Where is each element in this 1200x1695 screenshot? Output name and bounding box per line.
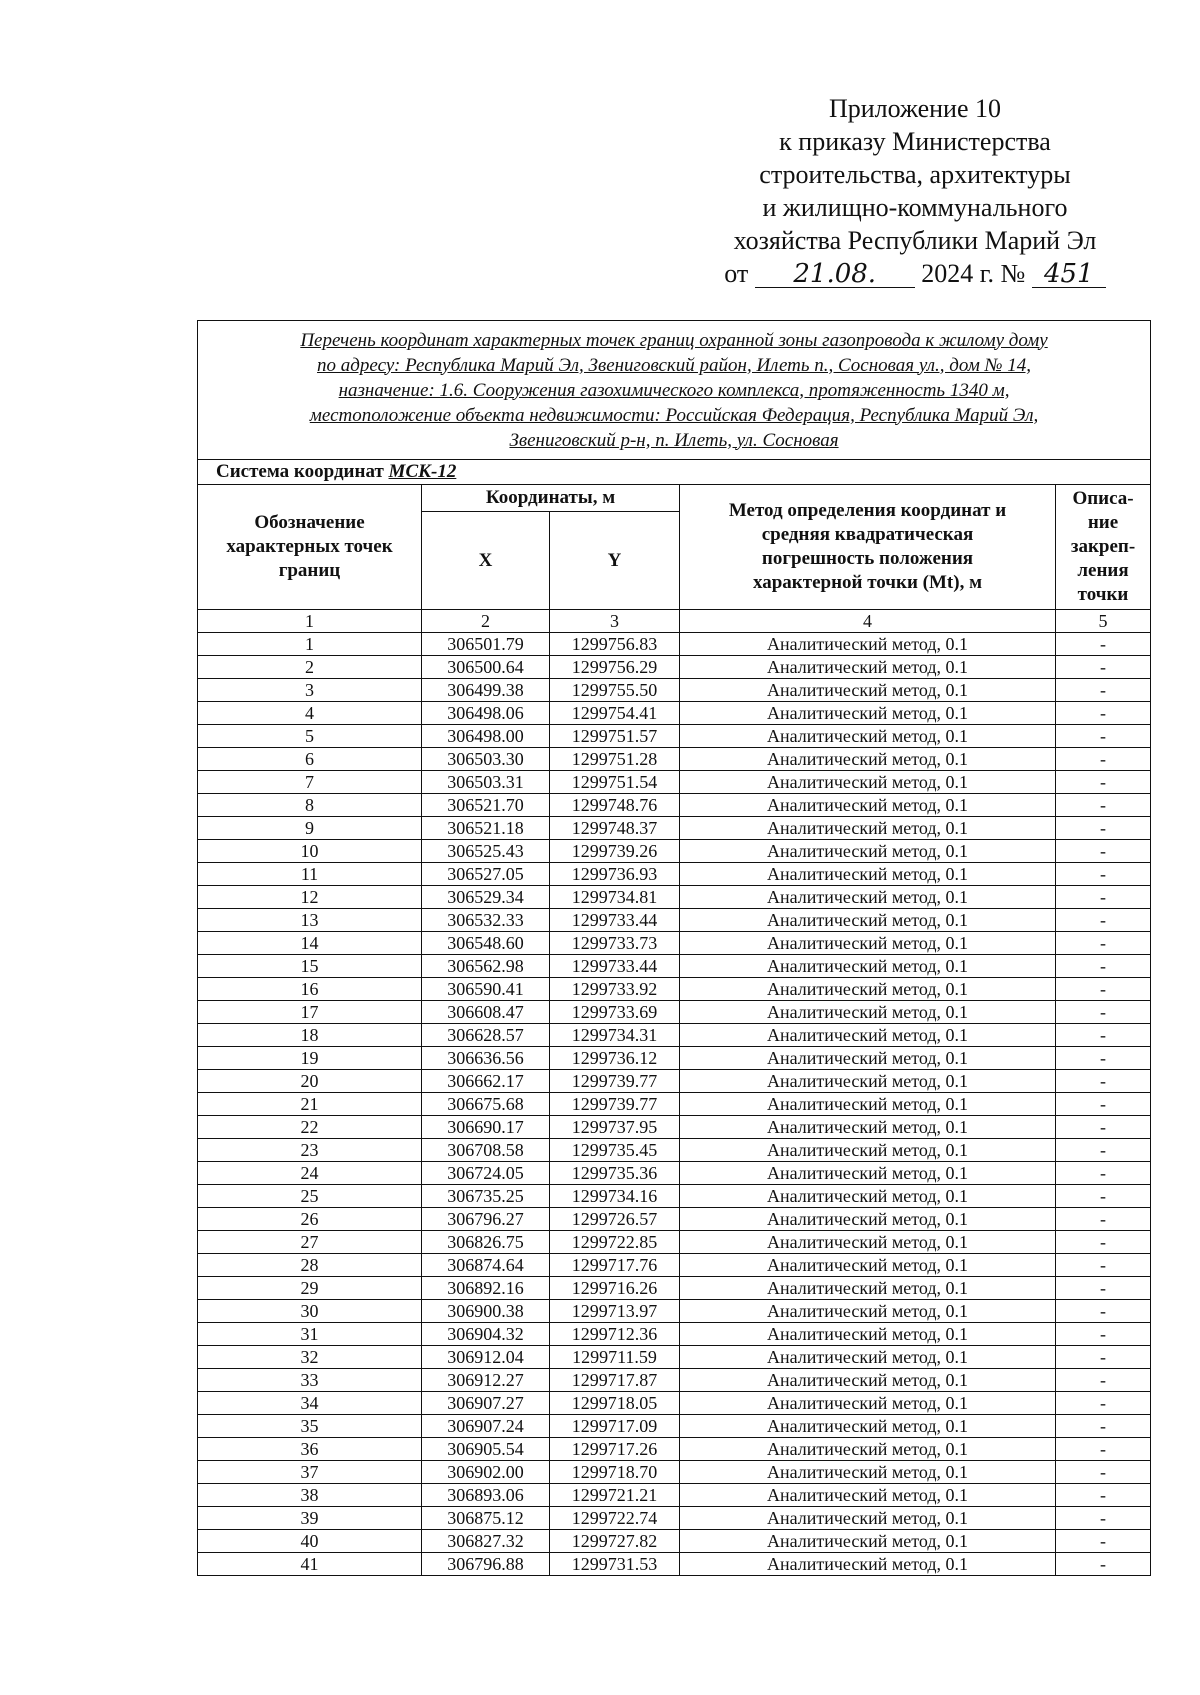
y-coordinate-cell: 1299717.26 bbox=[550, 1438, 680, 1461]
appendix-line: Приложение 10 bbox=[828, 94, 1002, 123]
point-id-cell: 21 bbox=[198, 1093, 422, 1116]
y-coordinate-cell: 1299735.36 bbox=[550, 1162, 680, 1185]
point-id-cell: 35 bbox=[198, 1415, 422, 1438]
description-cell: - bbox=[1056, 771, 1151, 794]
x-coordinate-cell: 306503.30 bbox=[422, 748, 550, 771]
method-cell: Аналитический метод, 0.1 bbox=[680, 794, 1056, 817]
point-id-cell: 9 bbox=[198, 817, 422, 840]
title-line: назначение: 1.6. Сооружения газохимического комплекса, протяженность 1340 м, bbox=[338, 379, 1010, 401]
x-coordinate-cell: 306690.17 bbox=[422, 1116, 550, 1139]
header-coordinates: Координаты, м bbox=[422, 485, 680, 512]
description-cell: - bbox=[1056, 679, 1151, 702]
method-cell: Аналитический метод, 0.1 bbox=[680, 1507, 1056, 1530]
table-row bbox=[198, 748, 1151, 771]
x-coordinate-cell: 306724.05 bbox=[422, 1162, 550, 1185]
table-row bbox=[198, 679, 1151, 702]
point-id-cell: 14 bbox=[198, 932, 422, 955]
x-coordinate-cell: 306905.54 bbox=[422, 1438, 550, 1461]
y-coordinate-cell: 1299717.76 bbox=[550, 1254, 680, 1277]
point-id-cell: 34 bbox=[198, 1392, 422, 1415]
method-cell: Аналитический метод, 0.1 bbox=[680, 817, 1056, 840]
x-coordinate-cell: 306735.25 bbox=[422, 1185, 550, 1208]
y-coordinate-cell: 1299727.82 bbox=[550, 1530, 680, 1553]
header-line: Метод определения координат и bbox=[728, 500, 1007, 521]
x-coordinate-cell: 306893.06 bbox=[422, 1484, 550, 1507]
table-row bbox=[198, 1139, 1151, 1162]
x-coordinate-cell: 306796.27 bbox=[422, 1208, 550, 1231]
method-cell: Аналитический метод, 0.1 bbox=[680, 679, 1056, 702]
x-coordinate-cell: 306590.41 bbox=[422, 978, 550, 1001]
method-cell: Аналитический метод, 0.1 bbox=[680, 840, 1056, 863]
description-cell: - bbox=[1056, 748, 1151, 771]
title-line: Перечень координат характерных точек границ охранной зоны газопровода к жилому дому bbox=[300, 329, 1048, 351]
table-row bbox=[198, 978, 1151, 1001]
description-cell: - bbox=[1056, 1139, 1151, 1162]
x-coordinate-cell: 306904.32 bbox=[422, 1323, 550, 1346]
header-x: X bbox=[422, 512, 550, 610]
table-row bbox=[198, 1208, 1151, 1231]
header-line: Обозначение bbox=[254, 512, 365, 533]
y-coordinate-cell: 1299722.85 bbox=[550, 1231, 680, 1254]
table-row bbox=[198, 909, 1151, 932]
point-id-cell: 6 bbox=[198, 748, 422, 771]
description-cell: - bbox=[1056, 656, 1151, 679]
header-line: характерной точки (Mt), м bbox=[752, 572, 983, 593]
point-id-cell: 8 bbox=[198, 794, 422, 817]
table-row bbox=[198, 1369, 1151, 1392]
x-coordinate-cell: 306499.38 bbox=[422, 679, 550, 702]
method-cell: Аналитический метод, 0.1 bbox=[680, 771, 1056, 794]
table-row bbox=[198, 955, 1151, 978]
description-cell: - bbox=[1056, 1438, 1151, 1461]
table-row bbox=[198, 1392, 1151, 1415]
table-row bbox=[198, 932, 1151, 955]
method-cell: Аналитический метод, 0.1 bbox=[680, 1530, 1056, 1553]
x-coordinate-cell: 306525.43 bbox=[422, 840, 550, 863]
point-id-cell: 10 bbox=[198, 840, 422, 863]
description-cell: - bbox=[1056, 1484, 1151, 1507]
header-line: ления bbox=[1077, 560, 1129, 581]
table-row bbox=[198, 1185, 1151, 1208]
x-coordinate-cell: 306500.64 bbox=[422, 656, 550, 679]
point-id-cell: 41 bbox=[198, 1553, 422, 1576]
x-coordinate-cell: 306912.04 bbox=[422, 1346, 550, 1369]
description-cell: - bbox=[1056, 1185, 1151, 1208]
point-id-cell: 26 bbox=[198, 1208, 422, 1231]
y-coordinate-cell: 1299756.83 bbox=[550, 633, 680, 656]
title-line: местоположение объекта недвижимости: Российская Федерация, Республика Марий Эл, bbox=[309, 404, 1039, 426]
description-cell: - bbox=[1056, 932, 1151, 955]
method-cell: Аналитический метод, 0.1 bbox=[680, 1139, 1056, 1162]
method-cell: Аналитический метод, 0.1 bbox=[680, 1369, 1056, 1392]
x-coordinate-cell: 306501.79 bbox=[422, 633, 550, 656]
y-coordinate-cell: 1299718.70 bbox=[550, 1461, 680, 1484]
method-cell: Аналитический метод, 0.1 bbox=[680, 1093, 1056, 1116]
table-row bbox=[198, 1116, 1151, 1139]
table-row bbox=[198, 1231, 1151, 1254]
y-coordinate-cell: 1299751.54 bbox=[550, 771, 680, 794]
column-number: 5 bbox=[1056, 610, 1151, 633]
point-id-cell: 13 bbox=[198, 909, 422, 932]
x-coordinate-cell: 306912.27 bbox=[422, 1369, 550, 1392]
x-coordinate-cell: 306608.47 bbox=[422, 1001, 550, 1024]
point-id-cell: 3 bbox=[198, 679, 422, 702]
method-cell: Аналитический метод, 0.1 bbox=[680, 1047, 1056, 1070]
method-cell: Аналитический метод, 0.1 bbox=[680, 1231, 1056, 1254]
method-cell: Аналитический метод, 0.1 bbox=[680, 1024, 1056, 1047]
description-cell: - bbox=[1056, 863, 1151, 886]
description-cell: - bbox=[1056, 1392, 1151, 1415]
y-coordinate-cell: 1299739.77 bbox=[550, 1070, 680, 1093]
x-coordinate-cell: 306532.33 bbox=[422, 909, 550, 932]
y-coordinate-cell: 1299734.16 bbox=[550, 1185, 680, 1208]
x-coordinate-cell: 306907.27 bbox=[422, 1392, 550, 1415]
x-coordinate-cell: 306875.12 bbox=[422, 1507, 550, 1530]
description-cell: - bbox=[1056, 1300, 1151, 1323]
description-cell: - bbox=[1056, 725, 1151, 748]
title-line: Звениговский р-н, п. Илеть, ул. Сосновая bbox=[509, 429, 839, 451]
y-coordinate-cell: 1299718.05 bbox=[550, 1392, 680, 1415]
table-row bbox=[198, 1346, 1151, 1369]
header-line: средняя квадратическая bbox=[761, 524, 974, 545]
point-id-cell: 15 bbox=[198, 955, 422, 978]
point-id-cell: 19 bbox=[198, 1047, 422, 1070]
table-row bbox=[198, 633, 1151, 656]
method-cell: Аналитический метод, 0.1 bbox=[680, 1415, 1056, 1438]
table-row bbox=[198, 1047, 1151, 1070]
description-cell: - bbox=[1056, 1093, 1151, 1116]
point-id-cell: 24 bbox=[198, 1162, 422, 1185]
table-row bbox=[198, 1162, 1151, 1185]
table-body bbox=[198, 633, 1151, 1576]
description-cell: - bbox=[1056, 840, 1151, 863]
y-coordinate-cell: 1299722.74 bbox=[550, 1507, 680, 1530]
description-cell: - bbox=[1056, 886, 1151, 909]
y-coordinate-cell: 1299712.36 bbox=[550, 1323, 680, 1346]
x-coordinate-cell: 306562.98 bbox=[422, 955, 550, 978]
point-id-cell: 12 bbox=[198, 886, 422, 909]
description-cell: - bbox=[1056, 1277, 1151, 1300]
table-row bbox=[198, 863, 1151, 886]
method-cell: Аналитический метод, 0.1 bbox=[680, 1162, 1056, 1185]
header-y: Y bbox=[550, 512, 680, 610]
appendix-line: и жилищно-коммунального bbox=[762, 193, 1068, 222]
year-number-label: 2024 г. № bbox=[921, 259, 1026, 288]
method-cell: Аналитический метод, 0.1 bbox=[680, 656, 1056, 679]
y-coordinate-cell: 1299717.87 bbox=[550, 1369, 680, 1392]
header-method bbox=[680, 485, 1056, 610]
x-coordinate-cell: 306902.00 bbox=[422, 1461, 550, 1484]
y-coordinate-cell: 1299711.59 bbox=[550, 1346, 680, 1369]
point-id-cell: 39 bbox=[198, 1507, 422, 1530]
description-cell: - bbox=[1056, 1208, 1151, 1231]
description-cell: - bbox=[1056, 702, 1151, 725]
header-line: характерных точек bbox=[226, 536, 393, 557]
header-description bbox=[1056, 485, 1151, 610]
method-cell: Аналитический метод, 0.1 bbox=[680, 1116, 1056, 1139]
y-coordinate-cell: 1299733.44 bbox=[550, 955, 680, 978]
y-coordinate-cell: 1299733.92 bbox=[550, 978, 680, 1001]
point-id-cell: 18 bbox=[198, 1024, 422, 1047]
x-coordinate-cell: 306826.75 bbox=[422, 1231, 550, 1254]
x-coordinate-cell: 306521.70 bbox=[422, 794, 550, 817]
point-id-cell: 33 bbox=[198, 1369, 422, 1392]
header-line: точки bbox=[1077, 584, 1129, 605]
point-id-cell: 23 bbox=[198, 1139, 422, 1162]
table-row bbox=[198, 1070, 1151, 1093]
y-coordinate-cell: 1299735.45 bbox=[550, 1139, 680, 1162]
x-coordinate-cell: 306548.60 bbox=[422, 932, 550, 955]
column-number: 3 bbox=[550, 610, 680, 633]
y-coordinate-cell: 1299751.28 bbox=[550, 748, 680, 771]
y-coordinate-cell: 1299739.77 bbox=[550, 1093, 680, 1116]
table-row bbox=[198, 656, 1151, 679]
method-cell: Аналитический метод, 0.1 bbox=[680, 932, 1056, 955]
y-coordinate-cell: 1299733.73 bbox=[550, 932, 680, 955]
x-coordinate-cell: 306662.17 bbox=[422, 1070, 550, 1093]
coordinates-table bbox=[197, 320, 1151, 1576]
x-coordinate-cell: 306503.31 bbox=[422, 771, 550, 794]
x-coordinate-cell: 306628.57 bbox=[422, 1024, 550, 1047]
handwritten-date: 21.08. bbox=[755, 261, 915, 288]
coordinate-system-value: МСК-12 bbox=[388, 461, 457, 482]
description-cell: - bbox=[1056, 1070, 1151, 1093]
description-cell: - bbox=[1056, 1415, 1151, 1438]
y-coordinate-cell: 1299748.76 bbox=[550, 794, 680, 817]
table-row bbox=[198, 1438, 1151, 1461]
header-line: Описа- bbox=[1072, 488, 1134, 509]
table-row bbox=[198, 817, 1151, 840]
description-cell: - bbox=[1056, 978, 1151, 1001]
table-row bbox=[198, 702, 1151, 725]
point-id-cell: 1 bbox=[198, 633, 422, 656]
appendix-line: хозяйства Республики Марий Эл bbox=[733, 226, 1097, 255]
description-cell: - bbox=[1056, 909, 1151, 932]
y-coordinate-cell: 1299737.95 bbox=[550, 1116, 680, 1139]
description-cell: - bbox=[1056, 1369, 1151, 1392]
header-line: закреп- bbox=[1070, 536, 1136, 557]
description-cell: - bbox=[1056, 1323, 1151, 1346]
title-line: по адресу: Республика Марий Эл, Звениговский район, Илеть п., Сосновая ул., дом № 14, bbox=[317, 354, 1031, 376]
method-cell: Аналитический метод, 0.1 bbox=[680, 1461, 1056, 1484]
x-coordinate-cell: 306675.68 bbox=[422, 1093, 550, 1116]
y-coordinate-cell: 1299713.97 bbox=[550, 1300, 680, 1323]
table-row bbox=[198, 1277, 1151, 1300]
method-cell: Аналитический метод, 0.1 bbox=[680, 1346, 1056, 1369]
table-row bbox=[198, 1254, 1151, 1277]
point-id-cell: 28 bbox=[198, 1254, 422, 1277]
table-row bbox=[198, 1507, 1151, 1530]
y-coordinate-cell: 1299734.81 bbox=[550, 886, 680, 909]
x-coordinate-cell: 306708.58 bbox=[422, 1139, 550, 1162]
x-coordinate-cell: 306498.00 bbox=[422, 725, 550, 748]
description-cell: - bbox=[1056, 1346, 1151, 1369]
description-cell: - bbox=[1056, 1001, 1151, 1024]
table-row bbox=[198, 1530, 1151, 1553]
table-row bbox=[198, 1461, 1151, 1484]
x-coordinate-cell: 306529.34 bbox=[422, 886, 550, 909]
y-coordinate-cell: 1299739.26 bbox=[550, 840, 680, 863]
y-coordinate-cell: 1299748.37 bbox=[550, 817, 680, 840]
description-cell: - bbox=[1056, 1047, 1151, 1070]
method-cell: Аналитический метод, 0.1 bbox=[680, 1277, 1056, 1300]
description-cell: - bbox=[1056, 1254, 1151, 1277]
method-cell: Аналитический метод, 0.1 bbox=[680, 702, 1056, 725]
coordinate-system bbox=[198, 460, 1151, 485]
point-id-cell: 22 bbox=[198, 1116, 422, 1139]
table-row bbox=[198, 794, 1151, 817]
method-cell: Аналитический метод, 0.1 bbox=[680, 978, 1056, 1001]
point-id-cell: 5 bbox=[198, 725, 422, 748]
y-coordinate-cell: 1299751.57 bbox=[550, 725, 680, 748]
table-row bbox=[198, 1415, 1151, 1438]
x-coordinate-cell: 306636.56 bbox=[422, 1047, 550, 1070]
method-cell: Аналитический метод, 0.1 bbox=[680, 1001, 1056, 1024]
appendix-line: к приказу Министерства bbox=[779, 127, 1051, 156]
column-number: 1 bbox=[198, 610, 422, 633]
x-coordinate-cell: 306907.24 bbox=[422, 1415, 550, 1438]
point-id-cell: 25 bbox=[198, 1185, 422, 1208]
point-id-cell: 32 bbox=[198, 1346, 422, 1369]
point-id-cell: 38 bbox=[198, 1484, 422, 1507]
point-id-cell: 17 bbox=[198, 1001, 422, 1024]
y-coordinate-cell: 1299726.57 bbox=[550, 1208, 680, 1231]
x-coordinate-cell: 306498.06 bbox=[422, 702, 550, 725]
table-row bbox=[198, 1553, 1151, 1576]
point-id-cell: 30 bbox=[198, 1300, 422, 1323]
method-cell: Аналитический метод, 0.1 bbox=[680, 1070, 1056, 1093]
point-id-cell: 31 bbox=[198, 1323, 422, 1346]
description-cell: - bbox=[1056, 1553, 1151, 1576]
table-row bbox=[198, 1001, 1151, 1024]
header-line: ние bbox=[1087, 512, 1119, 533]
column-number: 2 bbox=[422, 610, 550, 633]
order-date-line bbox=[690, 257, 1140, 290]
header-line: погрешность положения bbox=[761, 548, 974, 569]
description-cell: - bbox=[1056, 1231, 1151, 1254]
y-coordinate-cell: 1299731.53 bbox=[550, 1553, 680, 1576]
table-row bbox=[198, 725, 1151, 748]
y-coordinate-cell: 1299733.44 bbox=[550, 909, 680, 932]
description-cell: - bbox=[1056, 1162, 1151, 1185]
table-row bbox=[198, 840, 1151, 863]
y-coordinate-cell: 1299717.09 bbox=[550, 1415, 680, 1438]
method-cell: Аналитический метод, 0.1 bbox=[680, 955, 1056, 978]
description-cell: - bbox=[1056, 817, 1151, 840]
table-row bbox=[198, 771, 1151, 794]
description-cell: - bbox=[1056, 1116, 1151, 1139]
handwritten-order-number: 451 bbox=[1032, 261, 1106, 288]
description-cell: - bbox=[1056, 1024, 1151, 1047]
y-coordinate-cell: 1299754.41 bbox=[550, 702, 680, 725]
point-id-cell: 7 bbox=[198, 771, 422, 794]
table-row bbox=[198, 1484, 1151, 1507]
point-id-cell: 20 bbox=[198, 1070, 422, 1093]
x-coordinate-cell: 306796.88 bbox=[422, 1553, 550, 1576]
y-coordinate-cell: 1299721.21 bbox=[550, 1484, 680, 1507]
y-coordinate-cell: 1299734.31 bbox=[550, 1024, 680, 1047]
point-id-cell: 4 bbox=[198, 702, 422, 725]
description-cell: - bbox=[1056, 1530, 1151, 1553]
point-id-cell: 2 bbox=[198, 656, 422, 679]
y-coordinate-cell: 1299716.26 bbox=[550, 1277, 680, 1300]
method-cell: Аналитический метод, 0.1 bbox=[680, 633, 1056, 656]
x-coordinate-cell: 306827.32 bbox=[422, 1530, 550, 1553]
method-cell: Аналитический метод, 0.1 bbox=[680, 886, 1056, 909]
header-point-designation bbox=[198, 485, 422, 610]
point-id-cell: 37 bbox=[198, 1461, 422, 1484]
point-id-cell: 29 bbox=[198, 1277, 422, 1300]
table-row bbox=[198, 1300, 1151, 1323]
method-cell: Аналитический метод, 0.1 bbox=[680, 1323, 1056, 1346]
method-cell: Аналитический метод, 0.1 bbox=[680, 1254, 1056, 1277]
point-id-cell: 16 bbox=[198, 978, 422, 1001]
point-id-cell: 11 bbox=[198, 863, 422, 886]
method-cell: Аналитический метод, 0.1 bbox=[680, 1484, 1056, 1507]
y-coordinate-cell: 1299736.12 bbox=[550, 1047, 680, 1070]
appendix-header bbox=[690, 92, 1140, 290]
point-id-cell: 40 bbox=[198, 1530, 422, 1553]
method-cell: Аналитический метод, 0.1 bbox=[680, 1208, 1056, 1231]
point-id-cell: 36 bbox=[198, 1438, 422, 1461]
table-row bbox=[198, 1323, 1151, 1346]
y-coordinate-cell: 1299736.93 bbox=[550, 863, 680, 886]
date-prefix: от bbox=[724, 259, 749, 288]
y-coordinate-cell: 1299755.50 bbox=[550, 679, 680, 702]
table-row bbox=[198, 886, 1151, 909]
method-cell: Аналитический метод, 0.1 bbox=[680, 1300, 1056, 1323]
method-cell: Аналитический метод, 0.1 bbox=[680, 748, 1056, 771]
column-number: 4 bbox=[680, 610, 1056, 633]
method-cell: Аналитический метод, 0.1 bbox=[680, 909, 1056, 932]
x-coordinate-cell: 306521.18 bbox=[422, 817, 550, 840]
method-cell: Аналитический метод, 0.1 bbox=[680, 1553, 1056, 1576]
x-coordinate-cell: 306527.05 bbox=[422, 863, 550, 886]
description-cell: - bbox=[1056, 633, 1151, 656]
coordinate-system-label: Система координат bbox=[216, 461, 384, 482]
method-cell: Аналитический метод, 0.1 bbox=[680, 863, 1056, 886]
point-id-cell: 27 bbox=[198, 1231, 422, 1254]
x-coordinate-cell: 306874.64 bbox=[422, 1254, 550, 1277]
description-cell: - bbox=[1056, 794, 1151, 817]
column-number-row bbox=[198, 610, 1151, 633]
method-cell: Аналитический метод, 0.1 bbox=[680, 1185, 1056, 1208]
table-row bbox=[198, 1024, 1151, 1047]
description-cell: - bbox=[1056, 1461, 1151, 1484]
method-cell: Аналитический метод, 0.1 bbox=[680, 725, 1056, 748]
table-title bbox=[198, 321, 1151, 460]
method-cell: Аналитический метод, 0.1 bbox=[680, 1438, 1056, 1461]
x-coordinate-cell: 306892.16 bbox=[422, 1277, 550, 1300]
table-row bbox=[198, 1093, 1151, 1116]
header-line: границ bbox=[278, 560, 341, 581]
method-cell: Аналитический метод, 0.1 bbox=[680, 1392, 1056, 1415]
description-cell: - bbox=[1056, 955, 1151, 978]
y-coordinate-cell: 1299756.29 bbox=[550, 656, 680, 679]
y-coordinate-cell: 1299733.69 bbox=[550, 1001, 680, 1024]
x-coordinate-cell: 306900.38 bbox=[422, 1300, 550, 1323]
description-cell: - bbox=[1056, 1507, 1151, 1530]
appendix-line: строительства, архитектуры bbox=[759, 160, 1071, 189]
